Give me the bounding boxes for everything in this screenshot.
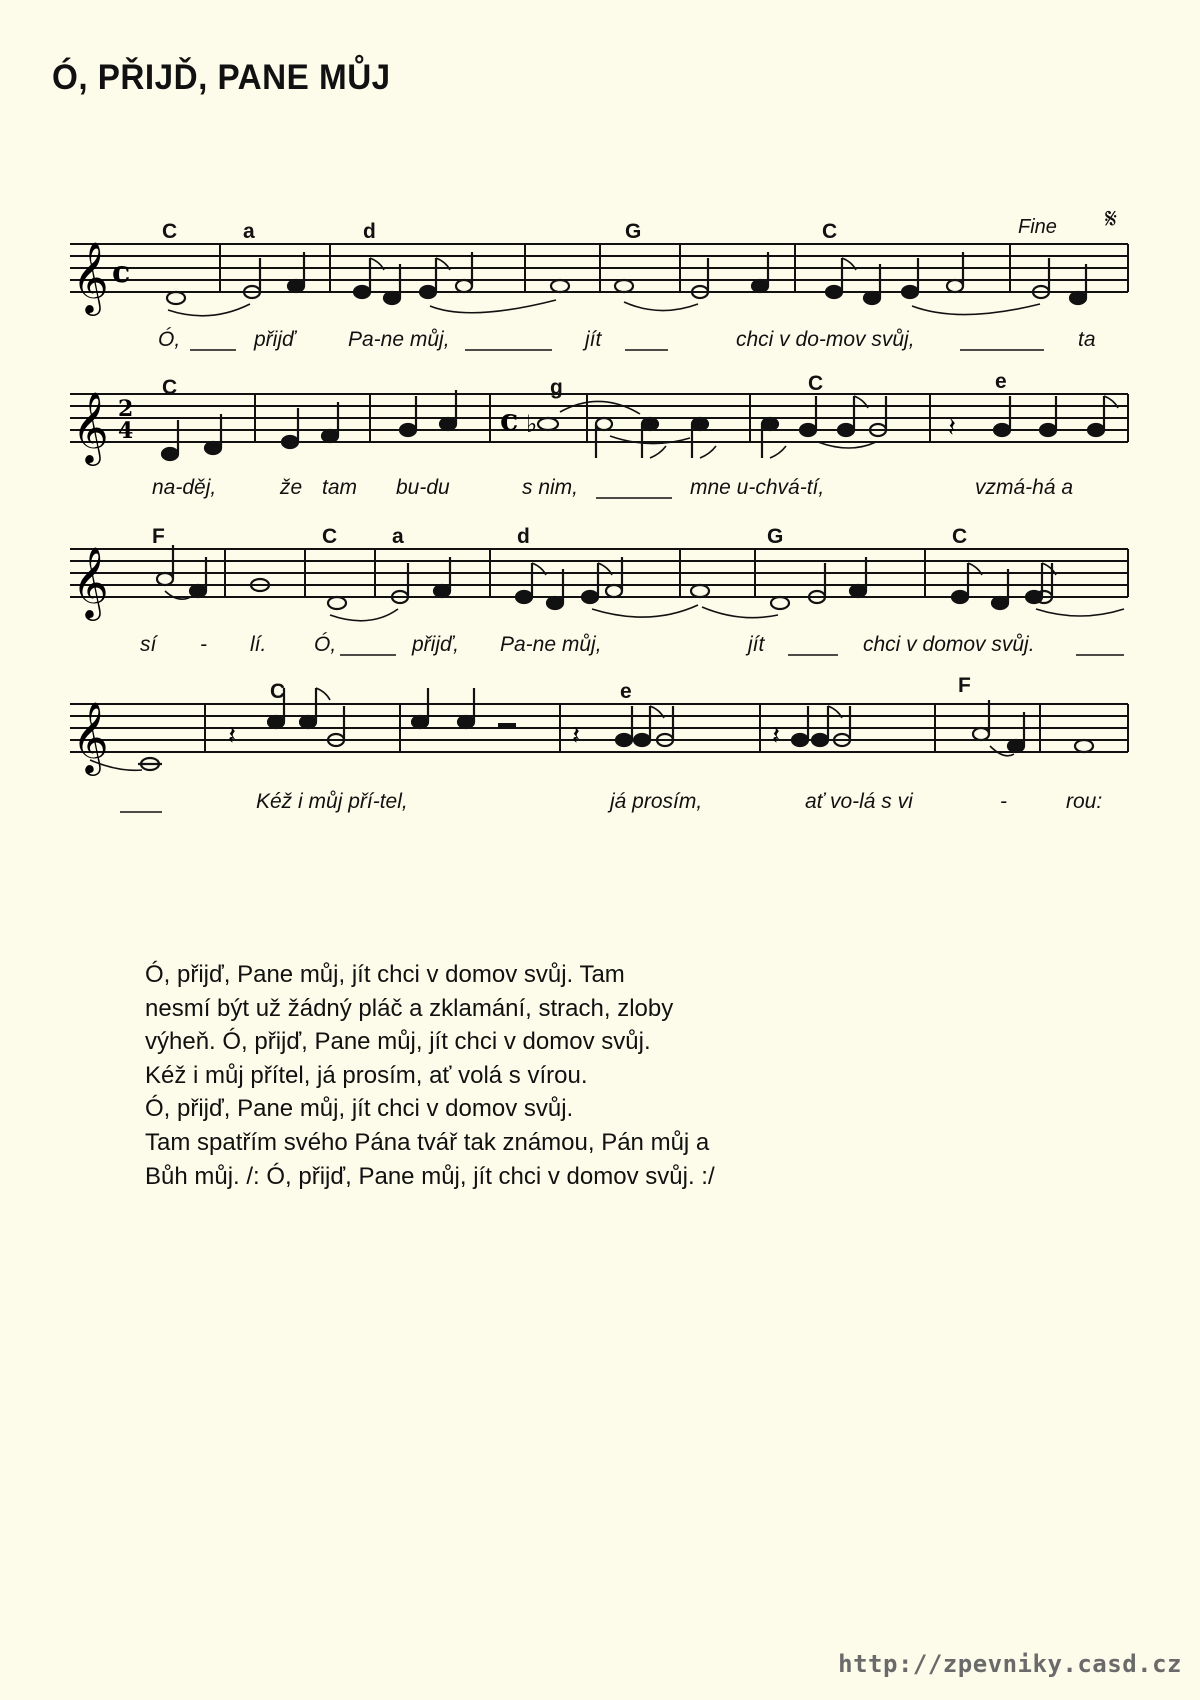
chord-label: d — [363, 220, 376, 243]
lyrics-line: Tam spatřím svého Pána tvář tak známou, Pán můj a — [145, 1128, 710, 1156]
lyric-syllable: - — [200, 633, 207, 656]
svg-text:♭: ♭ — [526, 410, 538, 438]
lyric-syllable: Pa-ne můj, — [500, 633, 602, 656]
chord-label: e — [995, 370, 1007, 393]
chord-label: F — [958, 674, 971, 697]
lyric-syllable: jít — [748, 633, 765, 656]
chord-label: C — [162, 220, 178, 243]
lyric-syllable: jít — [585, 328, 602, 351]
staff-system-4 — [0, 660, 1200, 820]
chord-label: e — [620, 680, 632, 703]
lyrics-text — [145, 958, 715, 1193]
lyrics-line: nesmí být už žádný pláč a zklamání, strach, zloby — [145, 994, 674, 1022]
lyric-syllable: že — [280, 476, 303, 499]
melisma-lines — [0, 505, 1200, 655]
lyric-syllable: chci v do-mov svůj, — [736, 328, 915, 351]
chord-label: a — [392, 525, 404, 548]
melisma-lines — [0, 200, 1200, 350]
melisma-lines — [0, 660, 1200, 820]
lyric-syllable: ta — [1078, 328, 1096, 351]
lyric-syllable: vzmá-há a — [975, 476, 1074, 499]
svg-text:𝄽: 𝄽 — [228, 721, 236, 751]
melisma-lines — [0, 350, 1200, 500]
svg-text:𝄞: 𝄞 — [72, 545, 109, 618]
chord-label: g — [550, 376, 563, 399]
staff-system-3 — [0, 505, 1200, 655]
lyrics-line: Kéž i můj přítel, já prosím, ať volá s vírou. — [145, 1061, 588, 1089]
lyric-syllable: mne u-chvá-tí, — [690, 476, 825, 499]
chord-label: C — [952, 525, 968, 548]
svg-text:4: 4 — [118, 418, 134, 444]
lyric-syllable: s nim, — [522, 476, 579, 499]
svg-text:𝄞: 𝄞 — [72, 700, 109, 773]
svg-text:𝄽: 𝄽 — [572, 721, 580, 751]
chord-label: d — [517, 525, 530, 548]
chord-label: C — [322, 525, 338, 548]
lyric-syllable: ať vo-lá s vi — [805, 790, 913, 813]
chord-label: C — [270, 680, 286, 703]
lyric-syllable: na-děj, — [152, 476, 217, 499]
staff-system-2 — [0, 350, 1200, 500]
lyrics-line: Bůh můj. /: Ó, přijď, Pane můj, jít chci v domov svůj. :/ — [145, 1162, 715, 1190]
lyric-syllable: já prosím, — [610, 790, 703, 813]
svg-text:𝄽: 𝄽 — [772, 721, 780, 751]
song-title: Ó, PŘIJĎ, PANE MŮJ — [52, 58, 391, 97]
chord-label: G — [767, 525, 784, 548]
chord-label: F — [152, 525, 165, 548]
chord-label: G — [625, 220, 642, 243]
lyric-syllable: Ó, — [314, 633, 337, 656]
lyrics-line: Ó, přijď, Pane můj, jít chci v domov svůj. Tam — [145, 961, 625, 988]
svg-text:2: 2 — [118, 396, 134, 422]
footer-url: http://zpevniky.casd.cz — [838, 1650, 1182, 1678]
lyric-syllable: Pa-ne můj, — [348, 328, 450, 351]
lyric-syllable: rou: — [1066, 790, 1103, 813]
lyric-syllable: přijď, — [412, 633, 459, 656]
lyric-syllable: tam — [322, 476, 358, 499]
chord-label: C — [162, 376, 178, 399]
lyrics-line: Ó, přijď, Pane můj, jít chci v domov svůj. — [145, 1095, 574, 1123]
lyrics-line: výheň. Ó, přijď, Pane můj, jít chci v domov svůj. — [145, 1028, 651, 1056]
staff-system-1 — [0, 200, 1200, 350]
lyric-syllable: Ó, — [158, 328, 181, 351]
fine-marking: Fine — [1018, 216, 1057, 238]
lyric-syllable: přijď — [254, 328, 296, 351]
lyric-syllable: - — [1000, 790, 1007, 813]
chord-label: C — [822, 220, 838, 243]
lyric-syllable: Kéž i můj pří-tel, — [256, 790, 408, 813]
chord-label: C — [808, 372, 824, 395]
svg-text:𝄞: 𝄞 — [72, 240, 109, 313]
lyric-syllable: bu-du — [396, 476, 450, 499]
lyric-syllable: sí — [140, 633, 157, 656]
svg-text:𝄽: 𝄽 — [948, 413, 956, 443]
segno-sign: 𝄋 — [1105, 202, 1118, 235]
chord-label: a — [243, 220, 255, 243]
svg-text:𝄞: 𝄞 — [72, 390, 109, 463]
svg-text:c: c — [500, 403, 519, 438]
svg-text:c: c — [112, 255, 131, 290]
lyric-syllable: chci v domov svůj. — [863, 633, 1035, 656]
lyric-syllable: lí. — [250, 633, 267, 656]
